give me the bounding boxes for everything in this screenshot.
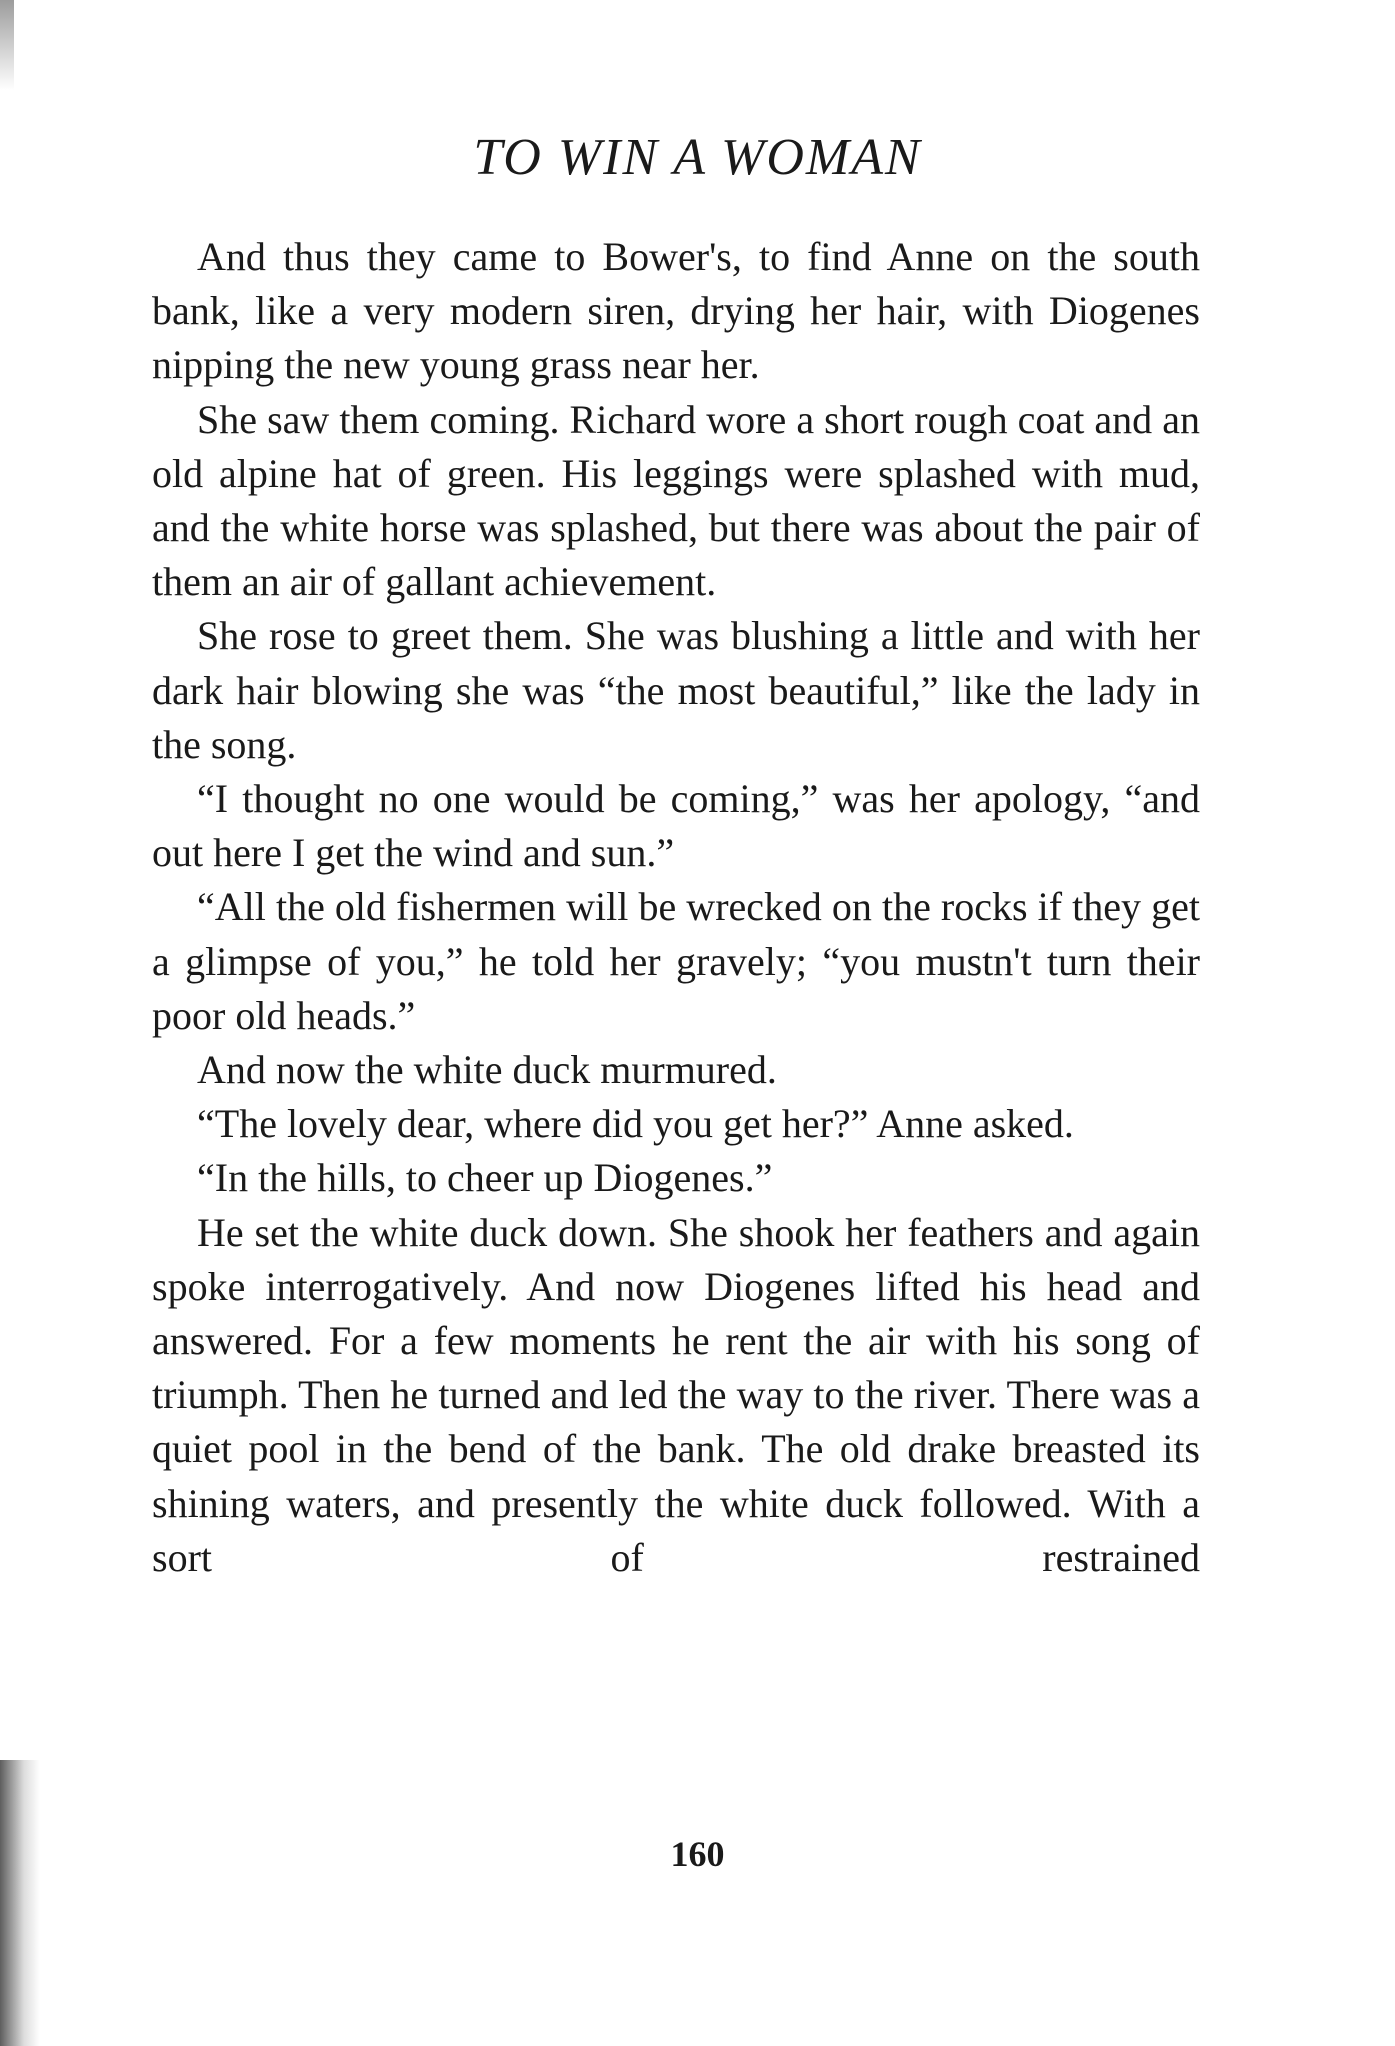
paragraph: She saw them coming. Richard wore a short rough coat and an old alpine hat of green. His leggings were splashed with mud, and the white horse was splashed, but there was about the pair of them an air of gallant achievement. — [152, 396, 1200, 605]
paragraph: “The lovely dear, where did you get her?” Anne asked. — [197, 1101, 1074, 1147]
scan-edge-shadow-top — [0, 0, 14, 90]
paragraph: And now the white duck murmured. — [197, 1047, 777, 1093]
paragraph: “I thought no one would be coming,” was her apology, “and out here I get the wind and sun.” — [152, 776, 1200, 876]
paragraph: “In the hills, to cheer up Diogenes.” — [197, 1155, 773, 1201]
paragraph: And thus they came to Bower's, to find Anne on the south bank, like a very modern siren, drying her hair, with Diogenes nipping the new young grass near her. — [152, 234, 1200, 388]
page-number: 160 — [670, 1834, 725, 1874]
paragraph: She rose to greet them. She was blushing a little and with her dark hair blowing she was “the most beautiful,” like the lady in the song. — [152, 613, 1200, 767]
scan-edge-shadow-bottom — [0, 1760, 40, 2046]
body-text — [152, 230, 1200, 1585]
running-head: TO WIN A WOMAN — [473, 129, 922, 186]
paragraph: “All the old fishermen will be wrecked on the rocks if they get a glimpse of you,” he told her gravely; “you mustn't turn their poor old heads.” — [152, 884, 1200, 1038]
paragraph: He set the white duck down. She shook her feathers and again spoke interrogatively. And now Diogenes lifted his head and answered. For a few moments he rent the air with his song of triumph. Then he turned and led the way to the river. There was a quiet pool in the bend of the bank. The old drake breasted its shining waters, and presently the white duck followed. With a sort of restrained — [152, 1209, 1200, 1580]
